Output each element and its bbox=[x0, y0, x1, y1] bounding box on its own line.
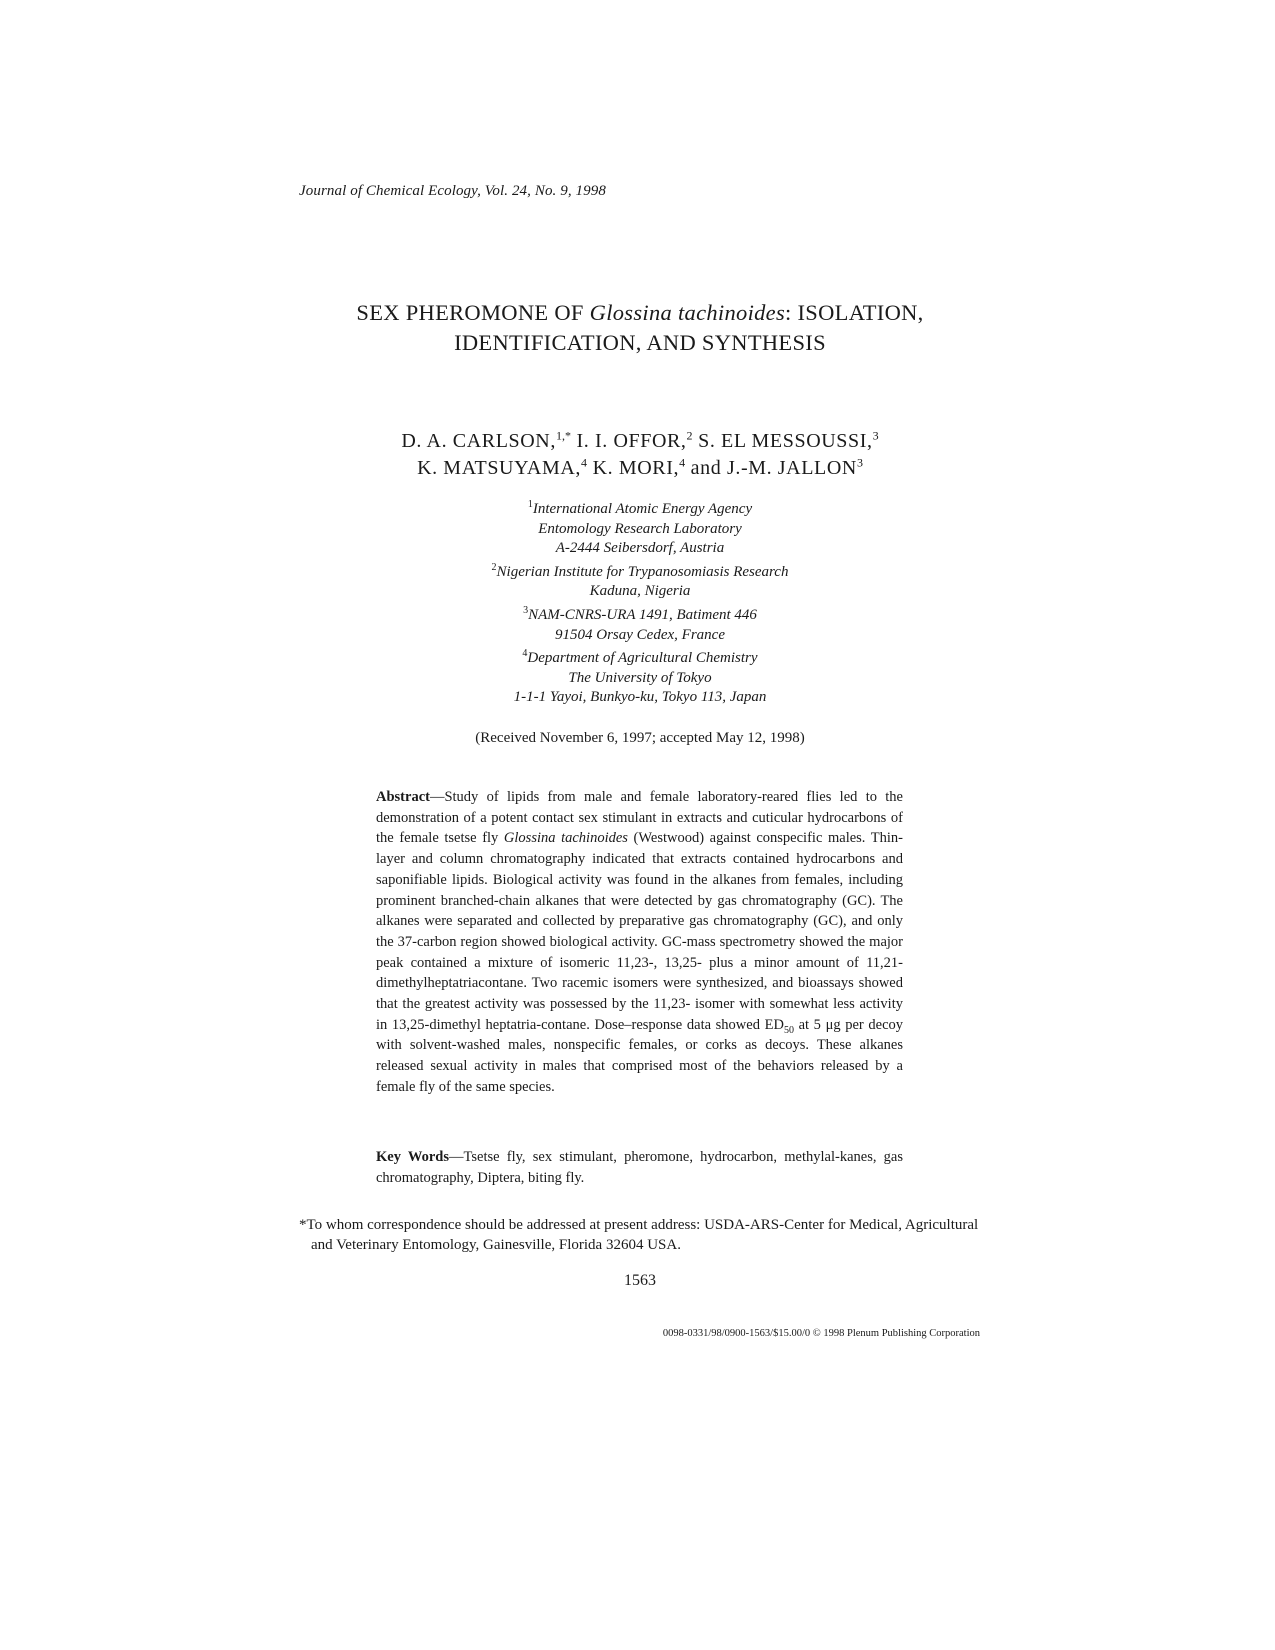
affiliation-2 bbox=[340, 563, 940, 602]
author-name: K. MORI, bbox=[587, 457, 680, 479]
affiliation-line: A-2444 Seibersdorf, Austria bbox=[555, 540, 725, 557]
paper-title bbox=[290, 298, 990, 358]
affiliation-3 bbox=[340, 606, 940, 645]
title-line-2: IDENTIFICATION, AND SYNTHESIS bbox=[454, 330, 826, 355]
affiliation-line bbox=[340, 649, 940, 669]
author-list bbox=[290, 428, 990, 482]
affiliation-line: The University of Tokyo bbox=[568, 669, 712, 686]
correspondence-footnote: *To whom correspondence should be addressed at present address: USDA-ARS-Center for Medical, Agricultural and Veterinary Entomology, Gainesville, Florida 32604 USA. bbox=[299, 1217, 979, 1253]
page-number: 1563 bbox=[624, 1272, 656, 1289]
affiliation-1 bbox=[340, 500, 940, 559]
affiliation-text: NAM-CNRS-URA 1491, Batiment 446 bbox=[528, 606, 757, 623]
author-superscript: 4 bbox=[581, 455, 587, 470]
abstract-label: Abstract bbox=[376, 789, 430, 805]
affiliation-line bbox=[340, 500, 940, 520]
author-name: D. A. CARLSON, bbox=[401, 430, 556, 452]
journal-header: Journal of Chemical Ecology, Vol. 24, No. 9, 1998 bbox=[299, 183, 606, 199]
affiliation-line: Kaduna, Nigeria bbox=[589, 583, 691, 600]
abstract-paragraph bbox=[376, 787, 903, 1098]
affiliation-number: 3 bbox=[523, 604, 529, 616]
keywords-label: Key Words bbox=[376, 1149, 450, 1165]
author-superscript: 1,* bbox=[555, 428, 571, 443]
affiliation-line: 1-1-1 Yayoi, Bunkyo-ku, Tokyo 113, Japan bbox=[513, 689, 767, 706]
abstract-text: (Westwood) against conspecific males. Thin-layer and column chromatography indicated that extracts contained hydrocarbons and saponifiable lipids. Biological activity was found in the alkanes from females, including prominent branched-chain alkanes that were detected by gas chromatography (GC). The alkanes were separated and collected by preparative gas chromatography (GC), and only the 37-carbon region showed biological activity. GC-mass spectrometry showed the major peak contained a mixture of isomeric 11,23-, 13,25- plus a minor amount of 11,21-dimethylheptatriacontane. Two racemic isomers were synthesized, and bioassays showed that the greatest activity was possessed by the 11,23- isomer with somewhat less activity in 13,25-dimethyl heptatria-contane. Dose–response data showed ED bbox=[376, 830, 903, 1033]
author-superscript: 2 bbox=[686, 428, 693, 443]
affiliation-4 bbox=[340, 649, 940, 708]
affiliation-line bbox=[340, 563, 940, 583]
author-name: S. EL MESSOUSSI, bbox=[692, 430, 873, 452]
affiliation-number: 2 bbox=[491, 561, 497, 573]
affiliations bbox=[340, 500, 940, 712]
keywords-text: —Tsetse fly, sex stimulant, pheromone, hydrocarbon, methylal-kanes, gas chromatography, Diptera, biting fly. bbox=[376, 1149, 904, 1186]
affiliation-line: 91504 Orsay Cedex, France bbox=[555, 626, 725, 643]
author-superscript: 3 bbox=[872, 428, 879, 443]
affiliation-line bbox=[340, 606, 940, 626]
abstract-text: —Study of lipids from male and female laboratory-reared flies led to the demonstration of a potent contact sex stimulant in extracts and cuticular hydrocarbons of the female tsetse fly bbox=[376, 789, 903, 847]
title-line-1 bbox=[290, 298, 990, 328]
author-name: K. MATSUYAMA, bbox=[417, 457, 581, 479]
author-name: I. I. OFFOR, bbox=[570, 430, 687, 452]
author-superscript: 3 bbox=[856, 455, 863, 470]
received-dates: (Received November 6, 1997; accepted May 12, 1998) bbox=[475, 730, 805, 746]
abstract-subscript: 50 bbox=[783, 1024, 794, 1036]
affiliation-number: 4 bbox=[522, 648, 528, 660]
copyright-line: 0098-0331/98/0900-1563/$15.00/0 © 1998 Plenum Publishing Corporation bbox=[662, 1328, 980, 1339]
author-name: and J.-M. JALLON bbox=[685, 457, 857, 479]
affiliation-text: Department of Agricultural Chemistry bbox=[527, 650, 758, 667]
affiliation-text: International Atomic Energy Agency bbox=[532, 501, 753, 517]
affiliation-number: 1 bbox=[527, 499, 533, 510]
author-line-2 bbox=[290, 455, 990, 482]
keywords bbox=[376, 1147, 903, 1188]
title-part-1: SEX PHEROMONE OF bbox=[356, 300, 590, 325]
abstract-text: at 5 μg per decoy with solvent-washed males, nonspecific females, or corks as decoys. These alkanes released sexual activity in males that comprised most of the behaviors released by a female fly of the same species. bbox=[376, 1016, 904, 1095]
title-species: Glossina tachinoides bbox=[589, 300, 786, 325]
author-line-1 bbox=[290, 428, 990, 455]
abstract bbox=[376, 787, 903, 1098]
title-part-2: : ISOLATION, bbox=[785, 300, 924, 325]
affiliation-line: Entomology Research Laboratory bbox=[538, 520, 742, 537]
affiliation-text: Nigerian Institute for Trypanosomiasis Research bbox=[496, 563, 789, 580]
abstract-species: Glossina tachinoides bbox=[503, 830, 628, 847]
author-superscript: 4 bbox=[679, 455, 686, 470]
